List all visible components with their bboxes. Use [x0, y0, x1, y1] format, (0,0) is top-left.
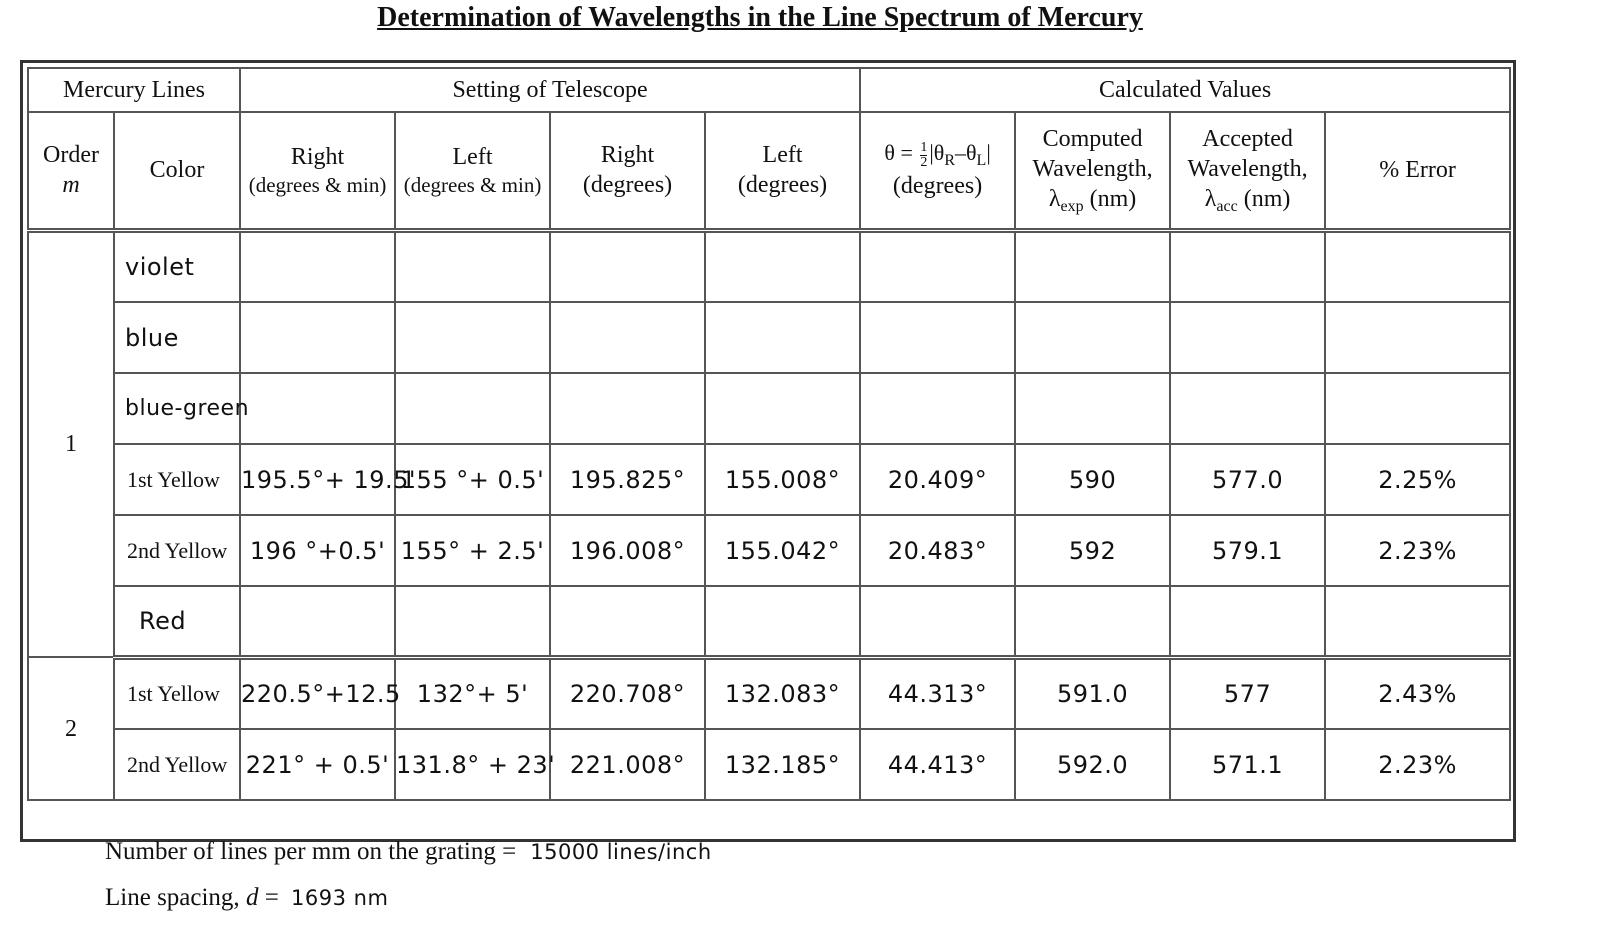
table-row — [28, 444, 1510, 515]
line-spacing-label: Line spacing, — [105, 884, 246, 911]
data-table — [27, 67, 1511, 801]
right-dm-cell: 196 °+0.5' — [240, 515, 395, 586]
right-deg-cell — [550, 230, 705, 302]
line-spacing-value: 1693 nm — [291, 886, 389, 910]
grating-lines-label: Number of lines per mm on the grating = — [105, 838, 517, 865]
left-deg-cell — [705, 373, 860, 444]
left-deg-cell — [705, 302, 860, 373]
left-deg-cell — [705, 586, 860, 657]
theta-formula — [861, 139, 1014, 171]
computed-symbol-line — [1016, 184, 1169, 217]
order-label: Order — [43, 142, 99, 169]
error-cell — [1325, 586, 1510, 657]
header-left-label: Left — [452, 144, 493, 171]
table-row — [28, 657, 1510, 729]
accepted-cell — [1170, 586, 1325, 657]
accepted-label-2: Wavelength, — [1187, 155, 1308, 182]
accepted-cell: 577.0 — [1170, 444, 1325, 515]
header-left-degrees — [705, 112, 860, 230]
theta-cell: 44.413° — [860, 729, 1015, 800]
header-color: Color — [114, 112, 240, 230]
table-row — [28, 515, 1510, 586]
left-deg-cell: 132.185° — [705, 729, 860, 800]
accepted-label-1: Accepted — [1202, 125, 1293, 152]
left-dm-cell: 132°+ 5' — [395, 657, 550, 729]
computed-label-1: Computed — [1042, 125, 1143, 152]
computed-cell: 591.0 — [1015, 657, 1170, 729]
right-deg-cell: 220.708° — [550, 657, 705, 729]
theta-cell: 44.313° — [860, 657, 1015, 729]
theta-cell — [860, 302, 1015, 373]
header-percent-error: % Error — [1325, 112, 1510, 230]
header-accepted-wavelength — [1170, 112, 1325, 230]
header-right-degrees — [550, 112, 705, 230]
left-dm-cell — [395, 230, 550, 302]
theta-cell — [860, 230, 1015, 302]
color-cell: 2nd Yellow — [114, 515, 240, 586]
line-spacing-symbol: d — [245, 884, 259, 911]
table-row — [28, 729, 1510, 800]
right-deg-cell — [550, 373, 705, 444]
computed-unit: (nm) — [1083, 185, 1137, 212]
theta-cell: 20.483° — [860, 515, 1015, 586]
header-computed-wavelength — [1015, 112, 1170, 230]
theta-unit: (degrees) — [892, 173, 983, 200]
lambda-symbol: λ — [1204, 185, 1217, 212]
table-row — [28, 373, 1510, 444]
order-symbol: m — [62, 172, 80, 199]
right-deg-cell: 221.008° — [550, 729, 705, 800]
accepted-unit: (nm) — [1237, 185, 1291, 212]
right-deg-cell — [550, 586, 705, 657]
line-spacing-line — [105, 884, 388, 912]
error-cell: 2.23% — [1325, 515, 1510, 586]
exp-subscript: exp — [1060, 197, 1084, 215]
left-dm-cell — [395, 586, 550, 657]
computed-cell — [1015, 586, 1170, 657]
error-cell: 2.43% — [1325, 657, 1510, 729]
header-theta — [860, 112, 1015, 230]
accepted-cell: 571.1 — [1170, 729, 1325, 800]
color-cell: blue — [114, 302, 240, 373]
left-deg-cell: 155.008° — [705, 444, 860, 515]
computed-cell: 592.0 — [1015, 729, 1170, 800]
color-cell: blue-green — [114, 373, 240, 444]
right-dm-cell — [240, 230, 395, 302]
right-dm-cell: 220.5°+12.5 — [240, 657, 395, 729]
fraction-denominator: 2 — [920, 154, 928, 170]
grating-lines-line — [105, 838, 712, 866]
left-deg-cell — [705, 230, 860, 302]
header-order — [28, 112, 114, 230]
accepted-symbol-line — [1171, 184, 1324, 217]
error-cell — [1325, 230, 1510, 302]
theta-minus: –θ — [954, 140, 977, 166]
right-deg-cell — [550, 302, 705, 373]
computed-cell — [1015, 230, 1170, 302]
header-right-label: Right — [290, 144, 345, 171]
fraction-numerator: 1 — [920, 139, 928, 155]
computed-cell — [1015, 302, 1170, 373]
computed-cell: 590 — [1015, 444, 1170, 515]
right-dm-cell — [240, 373, 395, 444]
theta-r-subscript: R — [944, 152, 955, 170]
right-deg-cell: 196.008° — [550, 515, 705, 586]
color-cell: 2nd Yellow — [114, 729, 240, 800]
header-right-deg-unit: (degrees) — [582, 172, 673, 199]
theta-cell — [860, 586, 1015, 657]
left-dm-cell: 155 °+ 0.5' — [395, 444, 550, 515]
accepted-cell: 577 — [1170, 657, 1325, 729]
color-cell: violet — [114, 230, 240, 302]
theta-cell: 20.409° — [860, 444, 1015, 515]
right-deg-cell: 195.825° — [550, 444, 705, 515]
right-dm-cell: 195.5°+ 19.5' — [240, 444, 395, 515]
order-1-cell: 1 — [28, 230, 114, 657]
header-left-unit: (degrees & min) — [403, 173, 542, 198]
one-half-fraction — [920, 141, 927, 170]
accepted-cell: 579.1 — [1170, 515, 1325, 586]
header-calculated-values: Calculated Values — [860, 68, 1510, 112]
error-cell — [1325, 373, 1510, 444]
left-dm-cell: 131.8° + 23' — [395, 729, 550, 800]
right-dm-cell — [240, 302, 395, 373]
accepted-cell — [1170, 302, 1325, 373]
accepted-cell — [1170, 230, 1325, 302]
header-mercury-lines: Mercury Lines — [28, 68, 240, 112]
header-setting-of-telescope: Setting of Telescope — [240, 68, 860, 112]
computed-label-2: Wavelength, — [1032, 155, 1153, 182]
page-title: Determination of Wavelengths in the Line Spectrum of Mercury — [377, 2, 1143, 33]
computed-cell — [1015, 373, 1170, 444]
left-deg-cell: 155.042° — [705, 515, 860, 586]
header-left-deg-min — [395, 112, 550, 230]
header-left-deg-label: Left — [762, 142, 803, 169]
order-2-cell: 2 — [28, 657, 114, 800]
header-right-deg-label: Right — [600, 142, 655, 169]
error-cell — [1325, 302, 1510, 373]
theta-equals: θ = — [884, 140, 913, 166]
theta-cell — [860, 373, 1015, 444]
accepted-cell — [1170, 373, 1325, 444]
color-cell: 1st Yellow — [114, 444, 240, 515]
table-row — [28, 230, 1510, 302]
acc-subscript: acc — [1216, 197, 1238, 215]
header-right-deg-min — [240, 112, 395, 230]
table-row — [28, 586, 1510, 657]
error-cell: 2.25% — [1325, 444, 1510, 515]
header-right-unit: (degrees & min) — [248, 173, 387, 198]
left-dm-cell: 155° + 2.5' — [395, 515, 550, 586]
color-cell: 1st Yellow — [114, 657, 240, 729]
line-spacing-equals: = — [258, 884, 286, 911]
header-left-deg-unit: (degrees) — [737, 172, 828, 199]
lambda-symbol: λ — [1048, 185, 1061, 212]
left-dm-cell — [395, 302, 550, 373]
grating-lines-value: 15000 lines/inch — [530, 840, 712, 864]
right-dm-cell — [240, 586, 395, 657]
right-dm-cell: 221° + 0.5' — [240, 729, 395, 800]
theta-l-subscript: L — [976, 152, 987, 170]
error-cell: 2.23% — [1325, 729, 1510, 800]
left-deg-cell: 132.083° — [705, 657, 860, 729]
theta-abs-open: |θ — [929, 140, 945, 166]
color-cell: Red — [114, 586, 240, 657]
left-dm-cell — [395, 373, 550, 444]
table-row — [28, 302, 1510, 373]
computed-cell: 592 — [1015, 515, 1170, 586]
theta-abs-close: | — [986, 140, 991, 166]
